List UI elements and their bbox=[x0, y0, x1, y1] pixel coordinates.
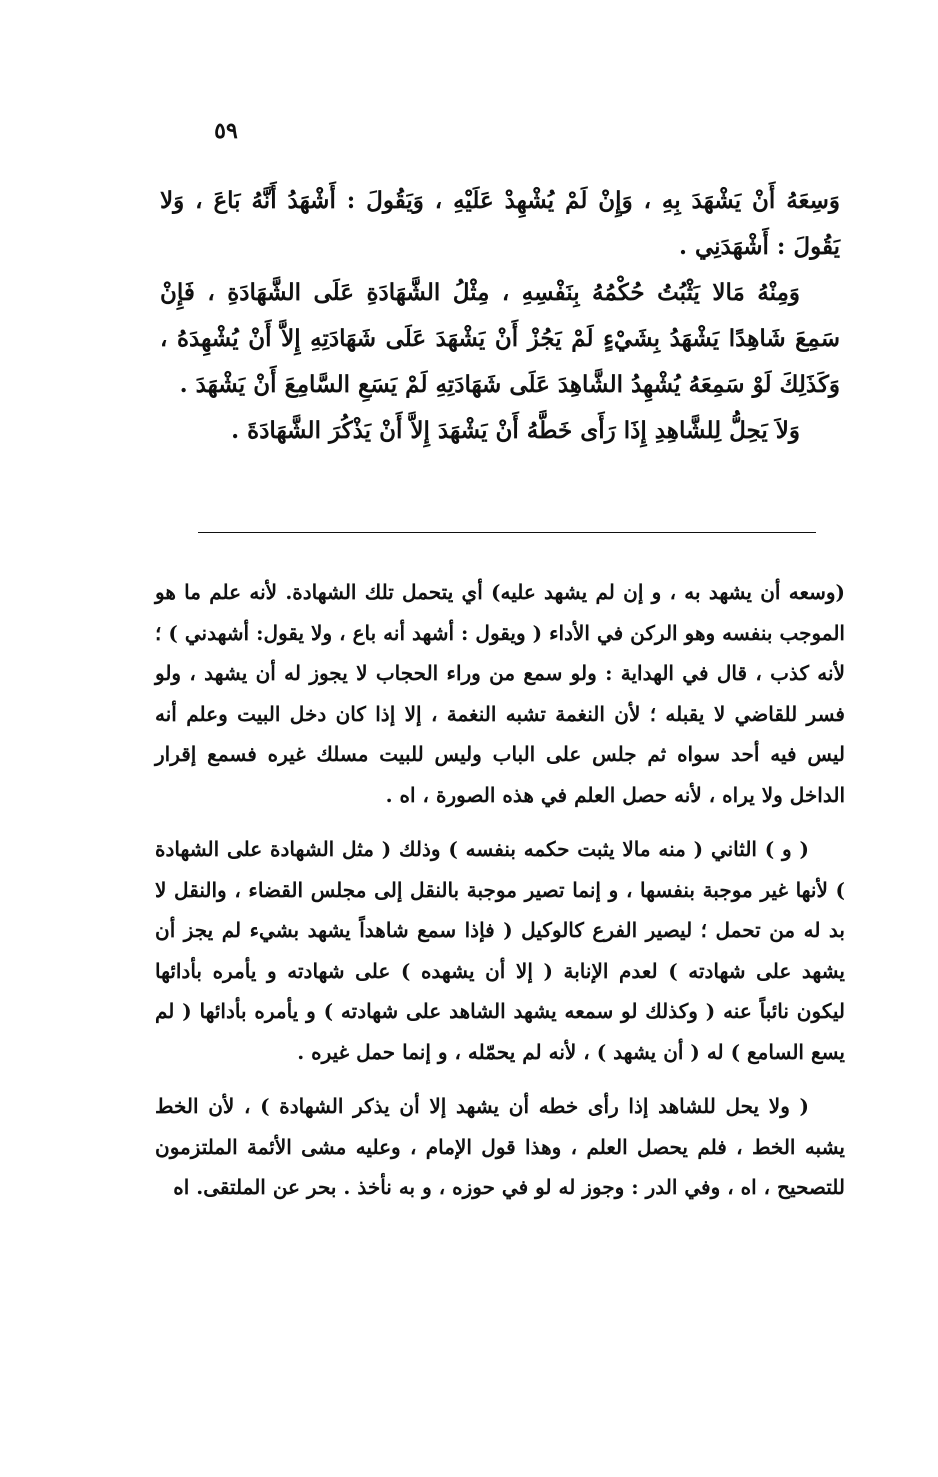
commentary-paragraph: (وسعه أن يشهد به ، و إن لم يشهد عليه) أي يتحمل تلك الشهادة. لأنه علم ما هو الموجب بنفسه وهو الركن في الأداء ( ويقول : أشهد أنه باع ، ولا يقول: أشهدني ) ؛ لأنه كذب ، قال في الهداية : ولو سمع من وراء الحجاب لا يجوز له أن يشهد ، ولو فسر للقاضي لا يقبله ؛ لأن النغمة تشبه النغمة ، إلا إذا كان دخل البيت وعلم أنه ليس فيه أحد سواه ثم جلس على الباب وليس للبيت مسلك غيره فسمع إقرار الداخل ولا يراه ، لأنه حصل العلم في هذه الصورة ، اه . bbox=[155, 580, 846, 807]
commentary-paragraph: ( و ) الثاني ( منه مالا يثبت حكمه بنفسه ) وذلك ( مثل الشهادة على الشهادة ) لأنها غير موجبة بنفسها ، و إنما تصير موجبة بالنقل إلى مجلس القضاء ، والنقل لا بد له من تحمل ؛ ليصير الفرع كالوكيل ( فإذا سمع شاهداً يشهد بشيء لم يجز أن يشهد على شهادته ) لعدم الإنابة ( إلا أن يشهده ) على شهادته و يأمره بأدائها ليكون نائباً عنه ( وكذلك لو سمعه يشهد الشاهد على شهادته ) و يأمره بأدائها ( لم يسع السامع ) له ( أن يشهد ) ، لأنه لم يحمّله ، و إنما حمل غيره . bbox=[155, 837, 845, 1064]
main-paragraph: وَسِعَهُ أَنْ يَشْهَدَ بِهِ ، وَإِنْ لَمْ يُشْهِدْ عَلَيْهِ ، وَيَقُولَ : أَشْهَدُ أَنَّهُ بَاعَ ، وَلا يَقُولَ : أَشْهَدَنِي . bbox=[160, 187, 840, 260]
main-paragraph: وَمِنْهُ مَالا يَثْبُتُ حُكْمُهُ بِنَفْسِهِ ، مِثْلُ الشَّهَادَةِ عَلَى الشَّهَادَةِ ، فَإِنْ سَمِعَ شَاهِدًا يَشْهَدُ بِشَيْءٍ لَمْ يَجُزْ أَنْ يَشْهَدَ عَلَى شَهَادَتِهِ إِلاَّ أَنْ يُشْهِدَهُ ، وَكَذَلِكَ لَوْ سَمِعَهُ يُشْهِدُ الشَّاهِدَ عَلَى شَهَادَتِهِ لَمْ يَسَعِ السَّامِعَ أَنْ يَشْهَدَ . bbox=[160, 279, 840, 398]
page-number: ٥٩ bbox=[214, 118, 238, 144]
commentary-text bbox=[155, 572, 845, 1222]
main-text bbox=[160, 178, 840, 454]
section-divider bbox=[198, 532, 816, 533]
commentary-paragraph: ( ولا يحل للشاهد إذا رأى خطه أن يشهد إلا أن يذكر الشهادة ) ، لأن الخط يشبه الخط ، فلم يحصل العلم ، وهذا قول الإمام ، وعليه مشى الأئمة الملتزمون للتصحيح ، اه ، وفي الدر : وجوز له لو في حوزه ، و به نأخذ . بحر عن الملتقى. اه bbox=[155, 1094, 845, 1199]
main-paragraph: وَلاَ يَحِلُّ لِلشَّاهِدِ إِذَا رَأَى خَطَّهُ أَنْ يَشْهَدَ إِلاَّ أَنْ يَذْكُرَ الشَّهَادَةَ . bbox=[231, 417, 800, 444]
